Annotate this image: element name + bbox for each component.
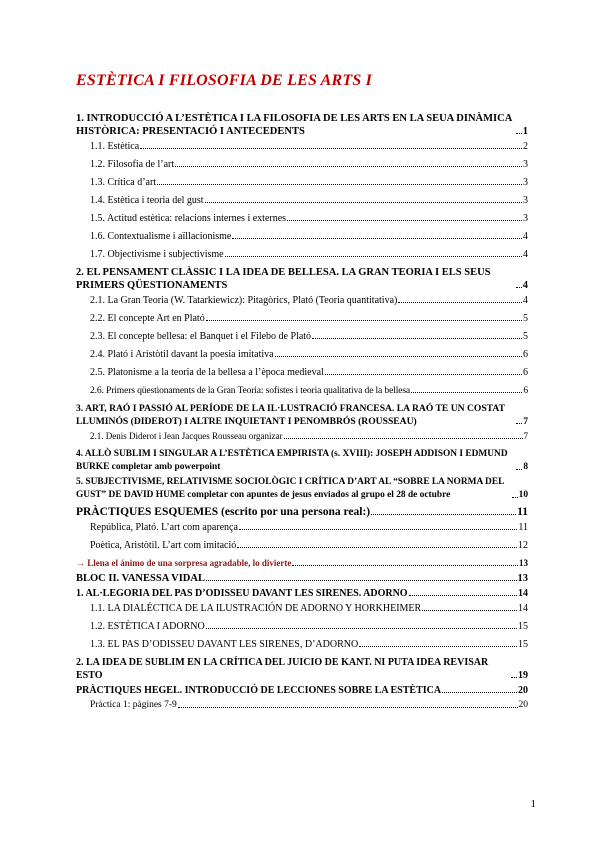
toc-page-number: 7 <box>523 431 528 441</box>
toc-leader <box>237 547 517 548</box>
toc-entry-text: 1.2. Filosofia de l’art <box>90 159 175 170</box>
toc-leader <box>157 184 522 185</box>
document-title: ESTÈTICA I FILOSOFIA DE LES ARTS I <box>76 72 373 89</box>
toc-page-number: 12 <box>518 540 528 551</box>
toc-leader <box>325 374 522 375</box>
toc-page-number: 14 <box>518 603 528 614</box>
toc-leader <box>516 287 522 288</box>
toc-page-number: 11 <box>517 506 528 518</box>
toc-page-number: 2 <box>523 141 528 152</box>
toc-leader <box>232 238 522 239</box>
toc-entry-text: 2.4. Plató i Aristòtil davant la poesia imitativa <box>90 349 274 360</box>
toc-entry[interactable] <box>76 266 528 292</box>
toc-leader <box>371 514 516 515</box>
toc-page-number: 5 <box>523 331 528 342</box>
toc-page-number: 3 <box>523 213 528 224</box>
toc-leader <box>140 148 522 149</box>
toc-leader <box>442 692 517 693</box>
table-of-contents <box>76 112 528 717</box>
toc-page-number: 4 <box>523 295 528 306</box>
toc-entry[interactable] <box>76 430 528 443</box>
toc-entry-text: 2.5. Platonisme a la teoria de la bellesa a l’època medieval <box>90 367 324 378</box>
toc-page-number: 6 <box>523 367 528 378</box>
toc-entry[interactable] <box>76 506 528 519</box>
toc-page-number: 19 <box>518 670 528 681</box>
toc-entry-text: 1.2. ESTÈTICA I ADORNO <box>90 621 205 632</box>
toc-page-number: 15 <box>518 621 528 632</box>
toc-page-number: 10 <box>518 490 528 500</box>
toc-entry[interactable] <box>76 158 528 171</box>
toc-leader <box>409 595 517 596</box>
toc-entry-text: → Llena el ánimo de una sorpresa agradable, lo divierte <box>76 558 292 568</box>
toc-page-number: 6 <box>523 349 528 360</box>
toc-entry[interactable] <box>76 620 528 633</box>
toc-page-number: 1 <box>522 126 528 137</box>
toc-entry[interactable] <box>76 176 528 189</box>
toc-entry-text: BLOC II. VANESSA VIDAL <box>76 573 205 584</box>
toc-leader <box>225 256 522 257</box>
toc-leader <box>206 320 522 321</box>
toc-entry-text: 1.6. Contextualisme i aïllacionisme <box>90 231 232 242</box>
toc-page-number: 13 <box>517 573 528 584</box>
toc-page-number: 3 <box>523 195 528 206</box>
toc-entry-text: 2.3. El concepte bellesa: el Banquet i el Filebo de Plató <box>90 331 312 342</box>
toc-entry[interactable] <box>76 684 528 697</box>
toc-entry[interactable] <box>76 476 528 502</box>
toc-entry-text: PRÀCTIQUES HEGEL. INTRODUCCIÓ DE LECCIONES SOBRE LA ESTÈTICA <box>76 685 442 696</box>
toc-entry-text: 1. INTRODUCCIÓ A L’ESTÈTICA I LA FILOSOFIA DE LES ARTS EN LA SEUA DINÀMICA HISTÒRICA: PRESENTACIÓ I ANTECEDENTS <box>76 113 512 137</box>
toc-entry[interactable] <box>76 402 528 428</box>
toc-entry-text: 2.1. Denis Diderot i Jean Jacques Rousseau organizar <box>90 431 283 441</box>
toc-leader <box>511 677 517 678</box>
toc-leader <box>205 202 522 203</box>
toc-entry-text: 5. SUBJECTIVISME, RELATIVISME SOCIOLÒGIC I CRÍTICA D’ART AL “SOBRE LA NORMA DEL GUST” DE DAVID HUME completar con apuntes de jesus enviados al grupo el 28 de octubre <box>76 477 504 500</box>
toc-entry-text: 2. LA IDEA DE SUBLIM EN LA CRÍTICA DEL JUICIO DE KANT. NI PUTA IDEA REVISAR ESTO <box>76 657 489 681</box>
toc-entry[interactable] <box>76 212 528 225</box>
toc-leader <box>312 338 522 339</box>
toc-entry-text: 1.5. Actitud estètica: relacions internes i externes <box>90 213 287 224</box>
toc-leader <box>359 646 517 647</box>
toc-leader <box>287 220 522 221</box>
toc-leader <box>512 497 518 498</box>
toc-entry[interactable] <box>76 521 528 534</box>
toc-leader <box>516 423 522 424</box>
toc-page-number: 4 <box>523 249 528 260</box>
toc-entry-text: República, Plató. L’art com aparença <box>90 522 238 533</box>
toc-entry[interactable] <box>76 194 528 207</box>
toc-entry[interactable] <box>76 140 528 153</box>
toc-entry-text: 2.6. Primers qüestionaments de la Gran Teoria: sofistes i teoria qualitativa de la bellesa <box>90 385 411 396</box>
toc-entry[interactable] <box>76 330 528 343</box>
toc-page-number: 8 <box>523 462 528 472</box>
toc-entry-text: 2.2. El concepte Art en Plató <box>90 313 205 324</box>
toc-entry-text: 1.1. LA DIALÉCTICA DE LA ILUSTRACIÓN DE ADORNO Y HORKHEIMER <box>90 603 422 614</box>
toc-entry-text: 1.1. Estètica <box>90 141 140 152</box>
toc-leader <box>411 392 522 393</box>
toc-page-number: 15 <box>518 639 528 650</box>
toc-leader <box>178 707 518 708</box>
toc-entry-text: 2. EL PENSAMENT CLÀSSIC I LA IDEA DE BELLESA. LA GRAN TEORIA I ELS SEUS PRIMERS QÜESTIONAMENTS <box>76 267 491 291</box>
toc-page-number: 13 <box>519 558 528 568</box>
toc-leader <box>422 610 517 611</box>
toc-leader <box>398 302 522 303</box>
toc-entry[interactable] <box>76 602 528 615</box>
toc-leader <box>206 580 517 581</box>
toc-entry[interactable] <box>76 557 528 570</box>
page-number: 1 <box>530 798 536 810</box>
toc-entry-text: 1.3. EL PAS D’ODISSEU DAVANT LES SIRENES, D’ADORNO <box>90 639 359 650</box>
toc-entry[interactable] <box>76 638 528 651</box>
toc-page-number: 4 <box>522 280 528 291</box>
toc-entry-text: 4. ALLÒ SUBLIM I SINGULAR A L’ESTÈTICA EMPIRISTA (s. XVIII): JOSEPH ADDISON I EDMUND BURKE completar amb powerpoint <box>76 449 508 472</box>
toc-page-number: 14 <box>518 588 528 599</box>
toc-entry[interactable] <box>76 312 528 325</box>
toc-entry-text: Poètica, Aristòtil. L’art com imitació <box>90 540 237 551</box>
toc-leader <box>275 356 522 357</box>
toc-page-number: 5 <box>523 313 528 324</box>
toc-entry-text: 1. AL·LEGORIA DEL PAS D’ODISSEU DAVANT LES SIRENES. ADORNO <box>76 588 408 599</box>
toc-page-number: 7 <box>523 416 528 427</box>
toc-entry[interactable] <box>76 294 528 307</box>
toc-leader <box>175 166 522 167</box>
toc-entry[interactable] <box>76 248 528 261</box>
toc-entry-text: Pràctica 1: pàgines 7-9 <box>90 700 177 710</box>
toc-entry[interactable] <box>76 366 528 379</box>
toc-leader <box>239 529 517 530</box>
toc-entry-text: 1.3. Crítica d’art <box>90 177 157 188</box>
toc-page-number: 3 <box>523 177 528 188</box>
toc-page-number: 6 <box>523 385 528 396</box>
toc-entry[interactable] <box>76 539 528 552</box>
toc-page-number: 3 <box>523 159 528 170</box>
toc-entry[interactable] <box>76 348 528 361</box>
toc-entry-text: 3. ART, RAÓ I PASSIÓ AL PERÍODE DE LA IL·LUSTRACIÓ FRANCESA. LA RAÓ TE UN COSTAT LLUMINÓS (DIDEROT) I ALTRE INQUIETANT I PENOMBRÓS (ROUSSEAU) <box>76 403 505 427</box>
toc-entry-text: PRÀCTIQUES ESQUEMES (escrito por una persona real:) <box>76 506 371 518</box>
toc-entry[interactable] <box>76 572 528 585</box>
toc-entry[interactable] <box>76 448 528 474</box>
toc-page-number: 20 <box>518 685 528 696</box>
toc-entry[interactable] <box>76 656 528 682</box>
toc-leader <box>516 133 522 134</box>
toc-entry-text: 1.7. Objectivisme i subjectivisme <box>90 249 224 260</box>
toc-entry-text: 2.1. La Gran Teoria (W. Tatarkiewicz): Pitagòrics, Plató (Teoria quantitativa) <box>90 295 398 306</box>
toc-page-number: 4 <box>523 231 528 242</box>
toc-leader <box>284 438 523 439</box>
toc-entry[interactable] <box>76 384 528 397</box>
toc-page-number: 20 <box>518 700 528 710</box>
toc-leader <box>516 469 522 470</box>
toc-entry[interactable] <box>76 112 528 138</box>
toc-page-number: 11 <box>518 522 528 533</box>
toc-leader <box>206 628 517 629</box>
toc-entry-text: 1.4. Estètica i teoria del gust <box>90 195 204 206</box>
toc-entry[interactable] <box>76 699 528 712</box>
toc-leader <box>292 565 518 566</box>
toc-entry[interactable] <box>76 230 528 243</box>
toc-entry[interactable] <box>76 587 528 600</box>
